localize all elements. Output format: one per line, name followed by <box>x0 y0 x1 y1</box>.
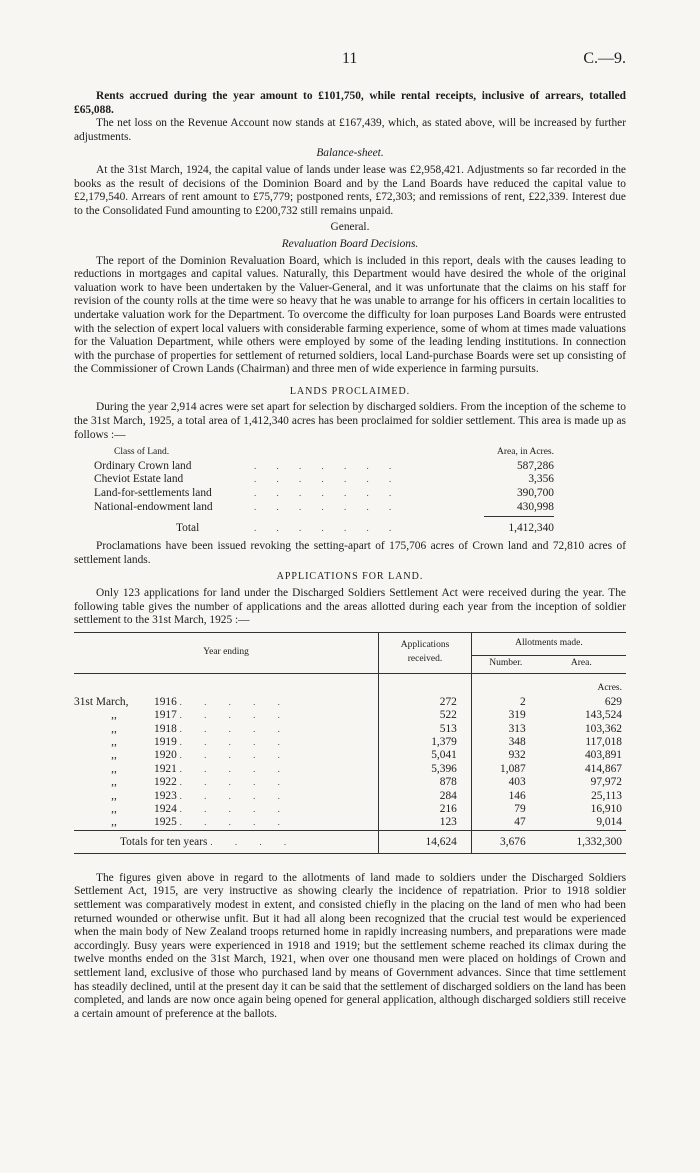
paragraph-repatriation: The figures given above in regard to the allotments of land made to soldiers under the Discharged Soldiers Settlement Act, 1915, are very instructive as showing clearly the incidence of repatriation. Prior to 1918 soldier settlement was comparatively modest in extent, and consisted chiefly in the placing on the land of men who had been returned wounded or otherwise unfit. But it had all along been recognized that the crucial test would be experienced when the main body of New Zealand troops returned home in rapidly increasing numbers, and preparations were made accordingly. Busy years were experienced in 1918 and 1919; but the settlement scheme reached its climax during the twelve months ended on the 31st March, 1921, when over one thousand men were placed on holdings of Crown and settlement land, exclusive of those who purchased land by means of Government advances. Since that time settlement has steadily declined, until at the present day it can be said that the settlement of discharged soldiers on the land has been completed, and lands are now once again being opened for general application, although discharged soldiers still receive a certain amount of preference at the ballots. <box>74 871 626 1020</box>
page-header <box>74 52 626 72</box>
table-row: ,, 1921 . . . . . 5,396 1,087 414,867 <box>111 762 622 775</box>
heading-general: General. <box>330 221 370 234</box>
document-code: C.—9. <box>583 50 626 67</box>
area-unit: Acres. <box>597 683 622 694</box>
table-row: ,, 1922 . . . . . 878 403 97,972 <box>111 776 622 789</box>
col-area: Area. <box>540 655 626 673</box>
lands-area: 587,286 <box>516 459 554 472</box>
heading-lands-proclaimed: LANDS PROCLAIMED. <box>289 385 411 397</box>
col-year-ending: Year ending <box>74 632 379 673</box>
lands-total-label: Total <box>176 522 200 535</box>
lands-label: Ordinary Crown land <box>94 459 192 472</box>
lands-area: 3,356 <box>528 473 554 486</box>
table-row: ,, 1920 . . . . . 5,041 932 403,891 <box>111 749 622 762</box>
table-row: ,, 1923 . . . . . 284 146 25,113 <box>111 789 622 802</box>
lands-row: Land-for-settlements land . . . . . . . 390,700 <box>94 487 554 500</box>
lands-total-area: 1,412,340 <box>508 522 554 535</box>
lands-label: Land-for-settlements land <box>94 487 212 500</box>
col-allotments: Allotments made. <box>471 632 626 655</box>
col-number: Number. <box>471 655 539 673</box>
lands-label: National-endowment land <box>94 500 213 513</box>
heading-balance-sheet: Balance-sheet. <box>316 147 384 160</box>
col-class-of-land: Class of Land. <box>114 447 170 458</box>
total-number: 3,676 <box>471 830 539 853</box>
total-applications: 14,624 <box>379 830 472 853</box>
lands-proclaimed-table <box>94 446 554 537</box>
totals-label: Totals for ten years <box>120 835 208 848</box>
paragraph-rents: Rents accrued during the year amount to £101,750, while rental receipts, inclusive of arrears, totalled £65,088. <box>74 90 626 116</box>
col-applications: Applications received. <box>379 632 472 673</box>
col-area-acres: Area, in Acres. <box>497 447 554 458</box>
table-total-row: Totals for ten years . . . . 14,624 3,676 1,332,300 <box>74 830 626 853</box>
table-row: ,, 1917 . . . . . 522 319 143,524 <box>111 709 622 722</box>
paragraph-applications: Only 123 applications for land under the Discharged Soldiers Settlement Act were received during the year. The following table gives the number of applications and the areas allotted during each year from the inception of soldier settlement to the 31st March, 1925 :— <box>74 587 626 627</box>
paragraph-proclamations: Proclamations have been issued revoking the setting-apart of 175,706 acres of Crown land and 72,810 acres of settlement lands. <box>74 540 626 566</box>
applications-table <box>74 632 626 854</box>
paragraph-lands-proclaimed: During the year 2,914 acres were set apart for selection by discharged soldiers. From the inception of the scheme to the 31st March, 1925, a total area of 1,412,340 acres has been proclaimed for soldier settlement. This area is made up as follows :— <box>74 401 626 441</box>
lands-row: Cheviot Estate land . . . . . . . 3,356 <box>94 473 554 486</box>
table-row: ,, 1918 . . . . . 513 313 103,362 <box>111 722 622 735</box>
lands-total-row: Total . . . . . . . 1,412,340 <box>94 519 554 537</box>
lands-table-header <box>94 446 554 460</box>
table-row: ,, 1919 . . . . . 1,379 348 117,018 <box>111 736 622 748</box>
table-row: ,, 1924 . . . . . 216 79 16,910 <box>111 803 622 816</box>
lands-area: 390,700 <box>516 487 554 500</box>
paragraph-revaluation-board: The report of the Dominion Revaluation Board, which is included in this report, deals with the causes leading to reductions in mortgages and capital values. Naturally, this Department would have desired the whole of the original valuation work to have been undertaken by the Valuer-General, and it was unfortunate that the claims on his staff for revision of the county rolls at the time were so heavy that he was unable to arrange for his officers in certain localities to undertake valuation work for the Department. To overcome the difficulty for loan purposes Land Boards were entrusted with the selection of expert local valuers with considerable farming experience, some of whom at times made valuations for the Valuation Department, while others were employed by some of the leading lending institutions. In connection with the purchase of properties for settlement of returned soldiers, local Land-purchase Boards were set up consisting of the Commissioner of Crown Lands (Chairman) and three men of wide experience in farming pursuits. <box>74 254 626 376</box>
lands-row: National-endowment land . . . . . . . 430,998 <box>94 500 554 513</box>
heading-applications: APPLICATIONS FOR LAND. <box>276 571 424 583</box>
table-row: 31st March, 1916 . . . . . 272 2 629 <box>74 695 622 708</box>
paragraph-net-loss: The net loss on the Revenue Account now stands at £167,439, which, as stated above, will be increased by further adjustments. <box>74 117 626 143</box>
lands-area: 430,998 <box>516 500 554 513</box>
heading-revaluation: Revaluation Board Decisions. <box>281 237 419 250</box>
page-number: 11 <box>342 50 358 67</box>
table-row: ,, 1925 . . . . . 123 47 9,014 <box>111 816 622 829</box>
total-area: 1,332,300 <box>540 830 626 853</box>
paragraph-capital-value: At the 31st March, 1924, the capital value of lands under lease was £2,958,421. Adjustments so far recorded in the books as the result of decisions of the Dominion Board and by the Land Boards have reduced the capital value to £2,179,540. Arrears of rent amount to £75,779; postponed rents, £72,303; and remissions of rent, £22,339. Interest due to the Consolidated Fund amounting to £200,732 still remains unpaid. <box>74 163 626 217</box>
lands-row: Ordinary Crown land . . . . . . . 587,286 <box>94 459 554 472</box>
lands-label: Cheviot Estate land <box>94 473 184 486</box>
